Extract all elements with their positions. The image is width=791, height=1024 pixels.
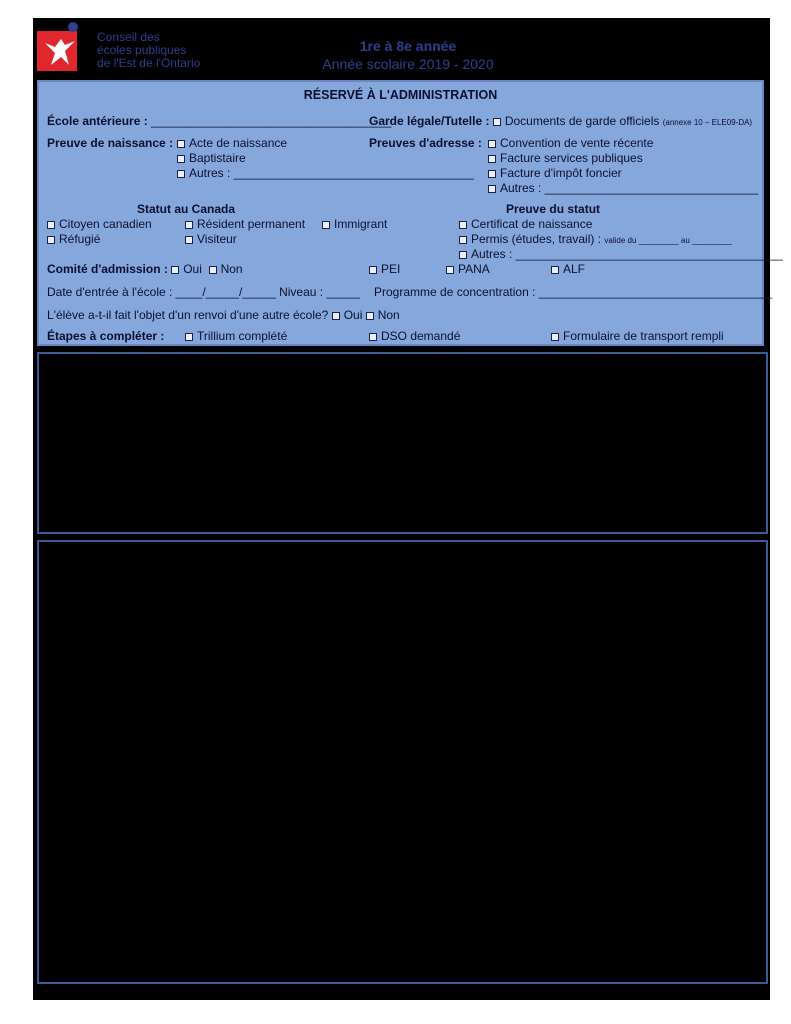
checkbox-resident[interactable]: Résident permanent — [185, 217, 305, 231]
checkbox-box[interactable] — [488, 185, 496, 193]
checkbox-adresse-autres[interactable]: Autres : ________________________________ — [488, 181, 758, 195]
checkbox-visiteur[interactable]: Visiteur — [185, 232, 237, 246]
garde-checkbox[interactable] — [493, 118, 501, 126]
school-year: Année scolaire 2019 - 2020 — [322, 56, 494, 72]
checkbox-box[interactable] — [185, 236, 193, 244]
checkbox-citoyen[interactable]: Citoyen canadien — [47, 217, 152, 231]
admin-reserved-section — [37, 80, 783, 346]
checkbox-box[interactable] — [369, 266, 377, 274]
org-name-line-3: de l'Est de l'Ontario — [97, 56, 201, 70]
renvoi-row: L'élève a-t-il fait l'objet d'un renvoi d'une autre école? Oui Non — [47, 308, 400, 322]
renvoi-question: L'élève a-t-il fait l'objet d'un renvoi d'une autre école? — [47, 308, 329, 322]
org-name-line-2: écoles publiques — [97, 43, 187, 57]
checkbox-box[interactable] — [459, 251, 467, 259]
garde-label: Garde légale/Tutelle : — [369, 114, 490, 128]
org-name-line-1: Conseil des — [97, 30, 160, 44]
checkbox-box[interactable] — [551, 266, 559, 274]
checkbox-facture-impot[interactable]: Facture d'impôt foncier — [488, 166, 622, 180]
checkbox-box[interactable] — [177, 140, 185, 148]
redacted-section-2 — [37, 540, 768, 984]
cepeo-logo-icon — [35, 21, 87, 73]
checkbox-certificat[interactable]: Certificat de naissance — [459, 217, 592, 231]
checkbox-box[interactable] — [185, 333, 193, 341]
grade-range-title: 1re à 8e année — [359, 38, 457, 54]
checkbox-statut-autres[interactable]: Autres : ________________________________________ — [459, 247, 783, 261]
preuve-naissance-label: Preuve de naissance : — [47, 136, 174, 150]
renvoi-non-checkbox[interactable] — [366, 312, 374, 320]
checkbox-refugie[interactable]: Réfugié — [47, 232, 100, 246]
checkbox-naissance-autres[interactable]: Autres : ____________________________________ — [177, 166, 474, 180]
garde-row — [369, 114, 752, 130]
checkbox-box[interactable] — [459, 236, 467, 244]
statut-heading: Statut au Canada — [137, 202, 236, 216]
checkbox-box[interactable] — [488, 170, 496, 178]
admin-section-title: RÉSERVÉ À L'ADMINISTRATION — [303, 88, 498, 102]
checkbox-box[interactable] — [185, 221, 193, 229]
preuve-statut-heading: Preuve du statut — [506, 202, 601, 216]
checkbox-box[interactable] — [551, 333, 559, 341]
checkbox-box[interactable] — [47, 236, 55, 244]
date-entree-field[interactable]: Date d'entrée à l'école : ____/_____/_____ Niveau : _____ — [47, 285, 360, 299]
checkbox-alf[interactable]: ALF — [551, 262, 585, 276]
checkbox-dso[interactable]: DSO demandé — [369, 329, 460, 343]
form-page — [33, 18, 783, 1000]
redacted-section-1 — [37, 352, 768, 534]
checkbox-box[interactable] — [322, 221, 330, 229]
ecole-anterieure-label: École antérieure : — [47, 114, 148, 128]
preuves-adresse-label: Preuves d'adresse : — [369, 136, 482, 150]
checkbox-box[interactable] — [446, 266, 454, 274]
checkbox-box[interactable] — [177, 170, 185, 178]
checkbox-trillium[interactable]: Trillium complété — [185, 329, 287, 343]
ecole-anterieure-field[interactable]: ____________________________________ — [151, 114, 392, 128]
checkbox-facture-services[interactable]: Facture services publiques — [488, 151, 643, 165]
checkbox-immigrant[interactable]: Immigrant — [322, 217, 387, 231]
permis-validity: valide du _________ au _________ — [604, 236, 733, 245]
comite-oui-checkbox[interactable] — [171, 266, 179, 274]
checkbox-box[interactable] — [177, 155, 185, 163]
ecole-anterieure-row — [47, 114, 391, 128]
checkbox-box[interactable] — [369, 333, 377, 341]
checkbox-pei[interactable]: PEI — [369, 262, 400, 276]
checkbox-box[interactable] — [488, 155, 496, 163]
comite-non-checkbox[interactable] — [209, 266, 217, 274]
comite-row: Comité d'admission : Oui Non — [47, 262, 243, 276]
garde-annex: (annexe 10 – ELE09-DA) — [662, 118, 753, 127]
programme-concentration-field[interactable]: Programme de concentration : ___________________________________ — [374, 285, 773, 299]
checkbox-permis[interactable]: Permis (études, travail) : valide du _________ au _________ — [459, 232, 732, 248]
comite-label: Comité d'admission : — [47, 262, 168, 276]
checkbox-box[interactable] — [459, 221, 467, 229]
renvoi-oui-checkbox[interactable] — [332, 312, 340, 320]
checkbox-box[interactable] — [488, 140, 496, 148]
garde-option-label: Documents de garde officiels — [504, 114, 660, 128]
checkbox-transport[interactable]: Formulaire de transport rempli — [551, 329, 724, 343]
checkbox-box[interactable] — [47, 221, 55, 229]
checkbox-acte-naissance[interactable]: Acte de naissance — [177, 136, 287, 150]
checkbox-pana[interactable]: PANA — [446, 262, 490, 276]
checkbox-convention-vente[interactable]: Convention de vente récente — [488, 136, 653, 150]
etapes-label: Étapes à compléter : — [47, 329, 165, 343]
checkbox-baptistaire[interactable]: Baptistaire — [177, 151, 246, 165]
